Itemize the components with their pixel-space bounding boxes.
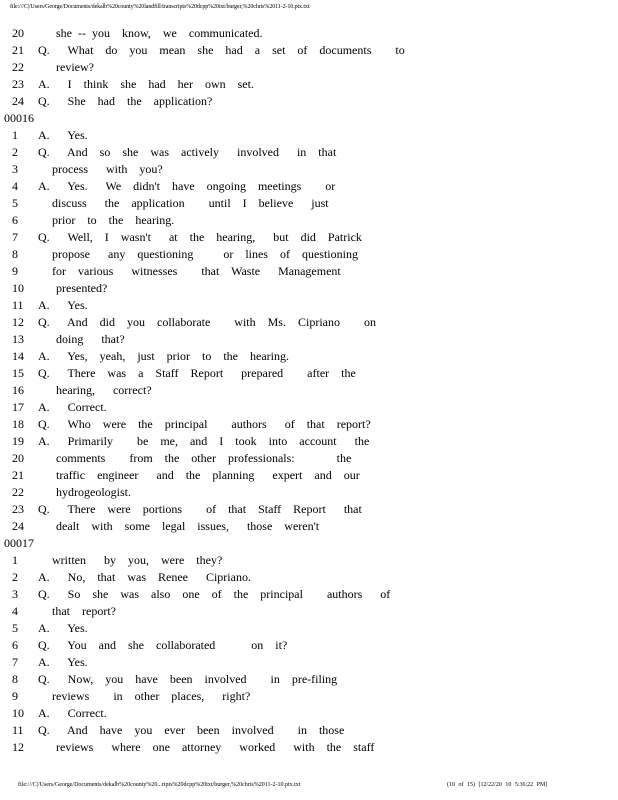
line-text: for various witnesses that Waste Management: [52, 264, 341, 278]
line-number: 4: [12, 604, 18, 618]
line-text: A. Yes, yeah, just prior to the hearing.: [38, 349, 289, 363]
line-number: 12: [12, 740, 24, 754]
line-text: A. Yes.: [38, 621, 88, 635]
line-number: 5: [12, 196, 18, 210]
line-number: 20: [12, 451, 24, 465]
line-text: A. No, that was Renee Cipriano.: [38, 570, 251, 584]
line-text: presented?: [56, 281, 108, 295]
line-number: 22: [12, 60, 24, 74]
transcript-line: [0, 637, 618, 654]
line-text: review?: [56, 60, 94, 74]
line-number: 8: [12, 672, 18, 686]
transcript-line: [0, 144, 618, 161]
transcript-line: [0, 671, 618, 688]
line-text: Q. There were portions of that Staff Report that: [38, 502, 362, 516]
line-number: 21: [12, 468, 24, 482]
line-number: 10: [12, 281, 24, 295]
line-text: Q. And so she was actively involved in that: [38, 145, 337, 159]
line-number: 9: [12, 264, 18, 278]
line-text: dealt with some legal issues, those weren't: [56, 519, 320, 533]
transcript-line: [0, 127, 618, 144]
line-text: Q. Who were the principal authors of that report?: [38, 417, 371, 431]
line-text: A. Yes.: [38, 128, 88, 142]
line-number: 2: [12, 570, 18, 584]
transcript-line: [0, 297, 618, 314]
line-text: prior to the hearing.: [52, 213, 175, 227]
line-number: 24: [12, 519, 24, 533]
line-text: A. Yes.: [38, 298, 88, 312]
line-text: A. I think she had her own set.: [38, 77, 254, 91]
line-text: Q. What do you mean she had a set of documents to: [38, 43, 405, 57]
transcript-line: [0, 348, 618, 365]
transcript-line: [0, 688, 618, 705]
transcript-line: [0, 705, 618, 722]
transcript-line: [0, 25, 618, 42]
line-number: 2: [12, 145, 18, 159]
line-number: 7: [12, 230, 18, 244]
line-text: Q. And did you collaborate with Ms. Cipriano on: [38, 315, 376, 329]
line-number: 4: [12, 179, 18, 193]
transcript-line: [0, 722, 618, 739]
line-text: A. Correct.: [38, 706, 107, 720]
transcript-line: [0, 314, 618, 331]
transcript-line: [0, 603, 618, 620]
page-info-footer: (10 of 15) [12/22/20 10 5:36:22 PM]: [447, 782, 548, 788]
transcript-line: [0, 246, 618, 263]
page-number: 00017: [4, 536, 34, 550]
line-number: 11: [12, 298, 24, 312]
line-text: discuss the application until I believe just: [52, 196, 329, 210]
line-text: traffic engineer and the planning expert and our: [56, 468, 360, 482]
transcript-line: [0, 552, 618, 569]
transcript-line: [0, 229, 618, 246]
line-number: 23: [12, 502, 24, 516]
line-number: 9: [12, 689, 18, 703]
line-text: Q. And have you ever been involved in those: [38, 723, 345, 737]
line-text: comments from the other professionals: the: [56, 451, 352, 465]
line-text: hydrogeologist.: [56, 485, 131, 499]
line-number: 14: [12, 349, 24, 363]
transcript-line: [0, 178, 618, 195]
transcript-line: [0, 212, 618, 229]
line-text: A. Yes. We didn't have ongoing meetings or: [38, 179, 336, 193]
line-number: 5: [12, 621, 18, 635]
line-text: reviews in other places, right?: [52, 689, 251, 703]
transcript-line: [0, 331, 618, 348]
transcript-line: [0, 382, 618, 399]
transcript-line: [0, 76, 618, 93]
line-number: 22: [12, 485, 24, 499]
line-number: 21: [12, 43, 24, 57]
line-text: that report?: [52, 604, 116, 618]
transcript-line: [0, 739, 618, 756]
line-number: 3: [12, 162, 18, 176]
line-text: reviews where one attorney worked with the staff: [56, 740, 375, 754]
line-number: 10: [12, 706, 24, 720]
line-text: Q. So she was also one of the principal authors of: [38, 587, 391, 601]
page-number: 00016: [4, 111, 34, 125]
page-marker: [0, 535, 618, 552]
transcript-line: [0, 399, 618, 416]
transcript-line: [0, 654, 618, 671]
transcript-line: [0, 467, 618, 484]
file-path-footer: file:///C|/Users/George/Documents/dekalb%20county%20...ripts%20dcpp%20txt/burger,%20chris%2011-2-10.ptx.txt: [18, 782, 301, 788]
line-number: 19: [12, 434, 24, 448]
file-path-header: file:///C|/Users/George/Documents/dekalb%20county%20landfill/transcripts%20dcpp%20txt/burger,%20chris%2011-2-10.ptx.txt: [10, 4, 310, 10]
line-number: 6: [12, 638, 18, 652]
line-number: 1: [12, 128, 18, 142]
page-marker: [0, 110, 618, 127]
line-text: Q. There was a Staff Report prepared after the: [38, 366, 356, 380]
line-number: 1: [12, 553, 18, 567]
transcript-line: [0, 263, 618, 280]
transcript-line: [0, 518, 618, 535]
transcript-line: [0, 501, 618, 518]
line-number: 6: [12, 213, 18, 227]
line-text: A. Yes.: [38, 655, 88, 669]
line-text: Q. You and she collaborated on it?: [38, 638, 288, 652]
transcript-line: [0, 416, 618, 433]
line-number: 3: [12, 587, 18, 601]
line-text: hearing, correct?: [56, 383, 152, 397]
transcript-line: [0, 484, 618, 501]
transcript-line: [0, 161, 618, 178]
line-text: written by you, were they?: [52, 553, 223, 567]
line-number: 18: [12, 417, 24, 431]
transcript-line: [0, 93, 618, 110]
line-number: 16: [12, 383, 24, 397]
line-text: A. Primarily be me, and I took into account the: [38, 434, 370, 448]
line-text: she -- you know, we communicated.: [56, 26, 263, 40]
line-number: 20: [12, 26, 24, 40]
line-text: process with you?: [52, 162, 163, 176]
transcript-line: [0, 195, 618, 212]
line-number: 8: [12, 247, 18, 261]
transcript-line: [0, 365, 618, 382]
line-text: Q. She had the application?: [38, 94, 213, 108]
line-number: 13: [12, 332, 24, 346]
transcript-line: [0, 586, 618, 603]
transcript-line: [0, 280, 618, 297]
line-text: doing that?: [56, 332, 125, 346]
transcript-body: [0, 25, 618, 756]
line-number: 24: [12, 94, 24, 108]
line-number: 23: [12, 77, 24, 91]
line-text: Q. Well, I wasn't at the hearing, but did Patrick: [38, 230, 362, 244]
line-text: propose any questioning or lines of questioning: [52, 247, 358, 261]
line-number: 12: [12, 315, 24, 329]
transcript-line: [0, 42, 618, 59]
line-number: 7: [12, 655, 18, 669]
transcript-line: [0, 433, 618, 450]
transcript-line: [0, 569, 618, 586]
line-number: 15: [12, 366, 24, 380]
transcript-line: [0, 450, 618, 467]
line-number: 17: [12, 400, 24, 414]
line-number: 11: [12, 723, 24, 737]
transcript-line: [0, 620, 618, 637]
line-text: A. Correct.: [38, 400, 107, 414]
line-text: Q. Now, you have been involved in pre-filing: [38, 672, 338, 686]
transcript-line: [0, 59, 618, 76]
